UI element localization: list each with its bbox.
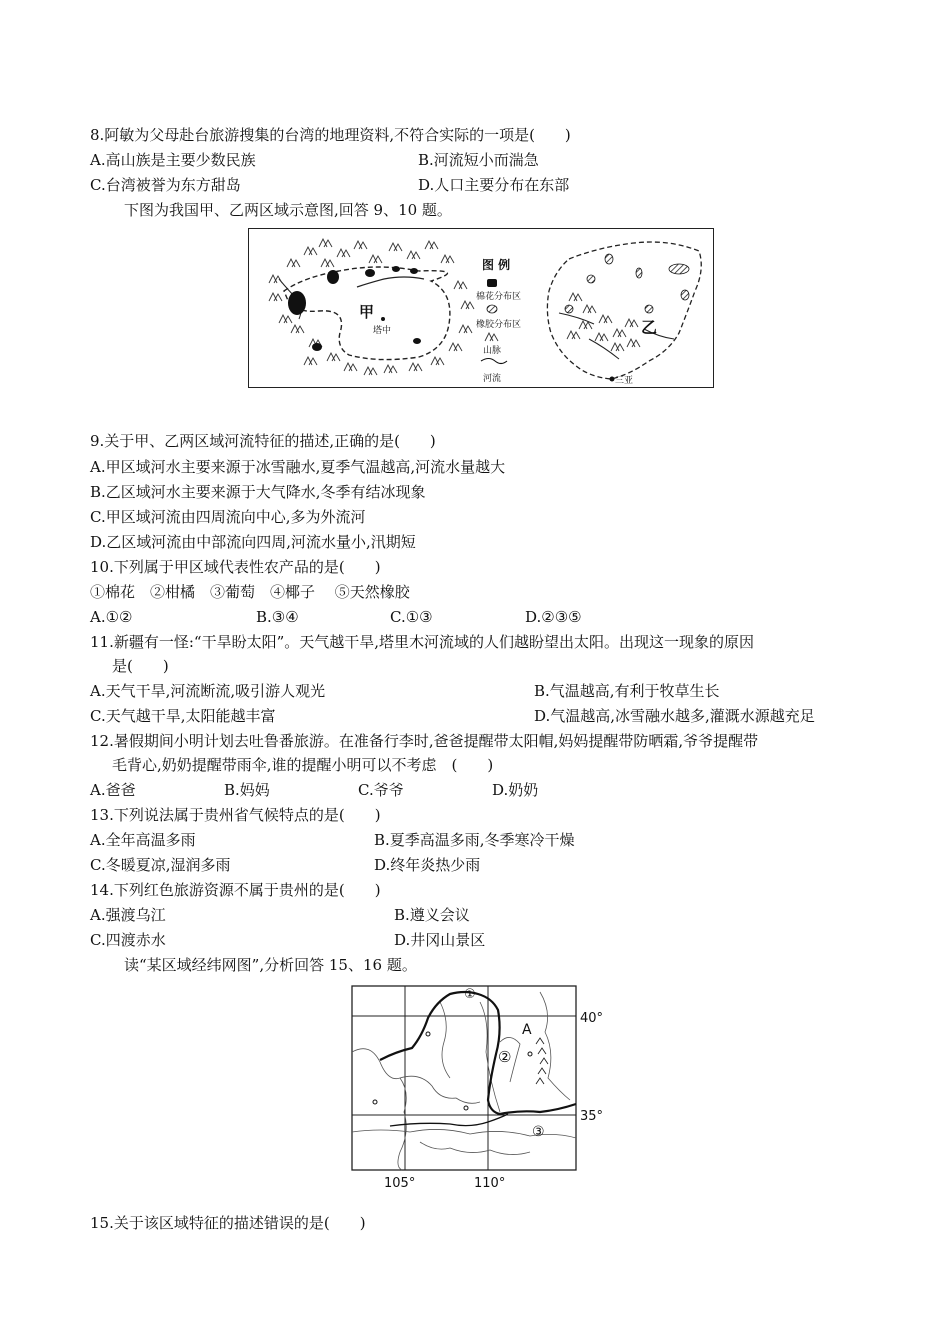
hainan-region [547,242,701,382]
q8-option-c: C.台湾被誉为东方甜岛 [90,176,241,194]
legend-rubber-label: 橡胶分布区 [476,320,522,330]
label-yi: 乙 [641,318,658,337]
legend-cotton-label: 棉花分布区 [476,292,522,302]
legend-cotton-swatch [487,279,497,287]
lon-105-label: 105° [384,1176,416,1191]
graticule-map-figure [340,982,620,1194]
q12-option-a: A.爸爸 [90,781,136,799]
region-map-svg [249,229,713,387]
mark-a: A [522,1022,532,1038]
legend-mountain-swatch [485,333,498,341]
q10-option-a: A.①② [90,608,133,626]
q13-option-d: D.终年炎热少雨 [374,856,481,874]
q12-stem-line1: 12.暑假期间小明计划去吐鲁番旅游。在准备行李时,爸爸提醒带太阳帽,妈妈提醒带防晒霜,爷爷提醒带 [90,732,759,750]
q9-option-d: D.乙区域河流由中部流向四周,河流水量小,汛期短 [90,533,416,551]
q13-option-a: A.全年高温多雨 [90,831,196,849]
region-map-figure [248,228,714,388]
legend-river-label: 河流 [483,374,502,384]
q15-stem: 15.关于该区域特征的描述错误的是( ) [90,1214,366,1232]
q8-option-a: A.高山族是主要少数民族 [90,151,256,169]
mark-3: ③ [532,1124,545,1140]
mark-1: ① [464,987,476,1002]
q8-stem: 8.阿敏为父母赴台旅游搜集的台湾的地理资料,不符合实际的一项是( ) [90,126,571,144]
q12-option-b: B.妈妈 [224,781,270,799]
q9-stem: 9.关于甲、乙两区域河流特征的描述,正确的是( ) [90,432,436,450]
legend-mountain-label: 山脉 [483,346,502,356]
intro-9-10: 下图为我国甲、乙两区域示意图,回答 9、10 题。 [124,201,452,219]
q11-option-d: D.气温越高,冰雪融水越多,灌溉水源越充足 [534,707,815,725]
q11-option-a: A.天气干旱,河流断流,吸引游人观光 [90,682,326,700]
legend-rubber-swatch [487,305,497,313]
q14-option-d: D.井冈山景区 [394,931,486,949]
q12-stem-line2: 毛背心,奶奶提醒带雨伞,谁的提醒小明可以不考虑 ( ) [112,756,494,774]
q11-stem-line1: 11.新疆有一怪:“干旱盼太阳”。天气越干旱,塔里木河流域的人们越盼望出太阳。出现这一现象的原因 [90,633,755,651]
label-tazhong: 塔中 [373,326,392,336]
graticule-map-svg [340,982,620,1194]
q9-option-a: A.甲区域河水主要来源于冰雪融水,夏季气温越高,河流水量越大 [90,458,506,476]
q8-option-d: D.人口主要分布在东部 [418,176,570,194]
lat-35-label: 35° [580,1109,604,1124]
q14-option-a: A.强渡乌江 [90,906,166,924]
lon-110-label: 110° [474,1176,506,1191]
lat-40-label: 40° [580,1011,604,1026]
q14-stem: 14.下列红色旅游资源不属于贵州的是( ) [90,881,381,899]
mark-2: ② [498,1048,512,1066]
map-legend [476,257,521,384]
q12-option-c: C.爷爷 [358,781,404,799]
label-sanya: 三亚 [615,376,634,386]
q13-option-b: B.夏季高温多雨,冬季寒冷干燥 [374,831,575,849]
tazhong-dot [381,317,385,321]
q14-option-b: B.遵义会议 [394,906,470,924]
q9-option-c: C.甲区域河流由四周流向中心,多为外流河 [90,508,366,526]
q10-option-d: D.②③⑤ [525,608,582,626]
q11-option-b: B.气温越高,有利于牧草生长 [534,682,720,700]
q10-items: ①棉花 ②柑橘 ③葡萄 ④椰子 ⑤天然橡胶 [90,583,410,601]
q9-option-b: B.乙区域河水主要来源于大气降水,冬季有结冰现象 [90,483,426,501]
intro-15-16: 读“某区域经纬网图”,分析回答 15、16 题。 [124,956,417,974]
q13-stem: 13.下列说法属于贵州省气候特点的是( ) [90,806,381,824]
q8-option-b: B.河流短小而湍急 [418,151,539,169]
q10-option-b: B.③④ [256,608,299,626]
legend-river-swatch [481,359,507,364]
q10-option-c: C.①③ [390,608,433,626]
label-jia: 甲 [359,303,375,321]
q12-option-d: D.奶奶 [492,781,539,799]
q11-option-c: C.天气越干旱,太阳能越丰富 [90,707,276,725]
q10-stem: 10.下列属于甲区域代表性农产品的是( ) [90,558,381,576]
legend-title: 图 例 [482,258,511,272]
q13-option-c: C.冬暖夏凉,湿润多雨 [90,856,231,874]
q14-option-c: C.四渡赤水 [90,931,166,949]
q11-stem-line2: 是( ) [112,657,169,675]
